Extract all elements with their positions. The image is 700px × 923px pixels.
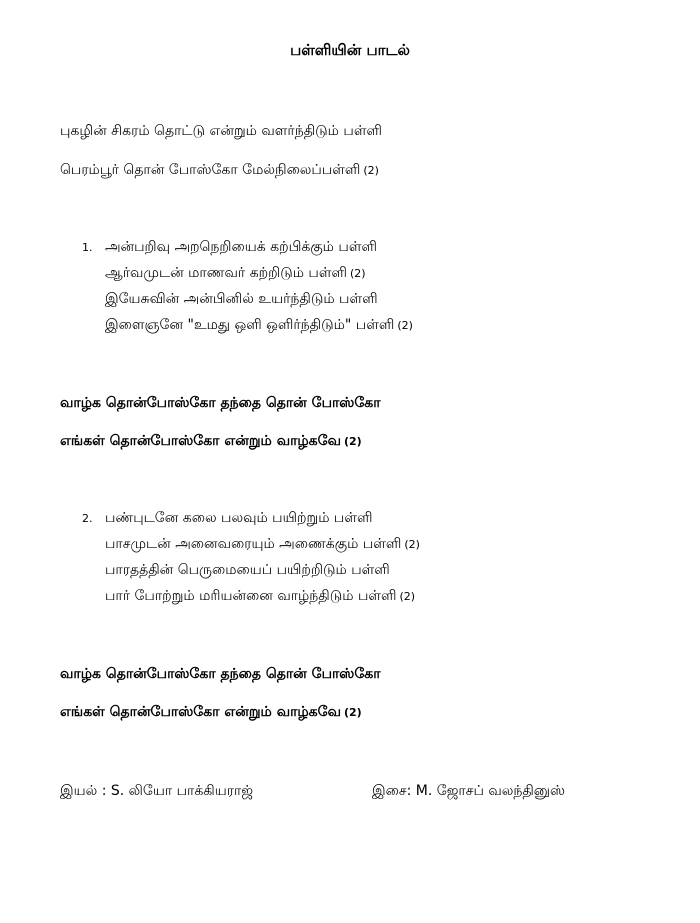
verse1-line-3 (105, 290, 381, 309)
verse2-line-2-text: பாசமுடன் அனைவரையும் அணைக்கும் பள்ளி (105, 536, 402, 552)
verse1-line-2 (105, 264, 366, 283)
chorus1-line-2 (60, 432, 362, 451)
chorus1-line-2-text: எங்கள் தொன்போஸ்கோ என்றும் வாழ்கவே (60, 433, 341, 449)
chorus1-line-1-text: வாழ்க தொன்போஸ்கோ தந்தை தொன் போஸ்கோ (60, 395, 381, 411)
verse1-number: 1. (82, 241, 93, 254)
verse2-line-4 (105, 587, 415, 606)
intro-line-2-text: பெரம்பூர் தொன் போஸ்கோ மேல்நிலைப்பள்ளி (60, 162, 361, 178)
verse2-line-1-text: பண்புடனே கலை பலவும் பயிற்றும் பள்ளி (105, 510, 373, 526)
verse1-line-4 (105, 316, 413, 335)
intro-line-1 (60, 122, 385, 141)
verse1-line-2-repeat: (2) (349, 267, 366, 280)
verse2-line-3-text: பாரதத்தின் பெருமையைப் பயிற்றிடும் பள்ளி (105, 562, 390, 578)
verse1-line-4-repeat: (2) (397, 319, 413, 332)
chorus2-line-1-text: வாழ்க தொன்போஸ்கோ தந்தை தொன் போஸ்கோ (60, 666, 381, 682)
chorus2-line-2-repeat: (2) (343, 706, 362, 719)
intro-line-1-text: புகழின் சிகரம் தொட்டு என்றும் வளர்ந்திடும் பள்ளி (60, 123, 382, 139)
verse2-line-4-repeat: (2) (399, 590, 416, 603)
verse1-line-1-text: அன்பறிவு அறநெறியைக் கற்பிக்கும் பள்ளி (105, 239, 377, 255)
intro-line-2 (60, 161, 379, 180)
music-credit: இசை: M. ஜோசப் வலந்தினுஸ் (372, 783, 566, 799)
chorus2-line-2 (60, 703, 362, 722)
song-title: பள்ளியின் பாடல் (290, 41, 410, 59)
verse1-line-4-text: இளைஞனே "உமது ஒளி ஒளிர்ந்திடும்" பள்ளி (105, 317, 395, 333)
verse2-line-4-text: பார் போற்றும் மரியன்னை வாழ்ந்திடும் பள்ளி (105, 588, 397, 604)
chorus2-line-1 (60, 665, 384, 684)
verse1-line-2-text: ஆர்வமுடன் மாணவர் கற்றிடும் பள்ளி (105, 265, 347, 281)
verse1-line-1 (82, 238, 380, 257)
verse2-line-2-repeat: (2) (404, 538, 420, 551)
verse2-line-1 (82, 509, 375, 528)
verse2-line-3 (105, 561, 393, 580)
lyrics-credit: இயல் : S. லியோ பாக்கியராஜ் (60, 783, 253, 799)
chorus1-line-1 (60, 394, 384, 413)
intro-line-2-repeat: (2) (363, 164, 379, 177)
verse2-number: 2. (82, 512, 93, 525)
chorus1-line-2-repeat: (2) (343, 435, 362, 448)
chorus2-line-2-text: எங்கள் தொன்போஸ்கோ என்றும் வாழ்கவே (60, 704, 341, 720)
verse1-line-3-text: இயேசுவின் அன்பினில் உயர்ந்திடும் பள்ளி (105, 291, 378, 307)
verse2-line-2 (105, 535, 420, 554)
